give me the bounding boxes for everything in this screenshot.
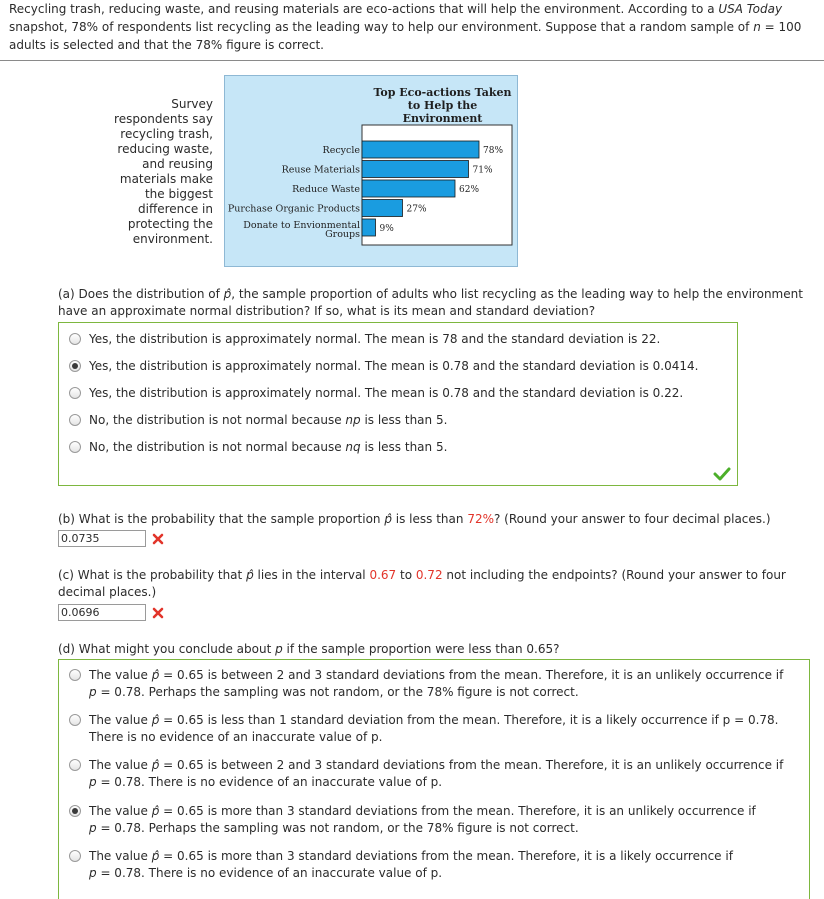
part-b-q-post: ? (Round your answer to four decimal places.) bbox=[493, 512, 771, 526]
part-a-q-post: , the sample proportion of adults who list recycling as the leading way to help the environment have an approximate normal distribution? If so, what is its mean and standard deviation? bbox=[58, 287, 803, 318]
part-c-answer-input[interactable]: 0.0696 bbox=[58, 604, 146, 621]
option-label bbox=[89, 667, 803, 701]
part-a-question bbox=[58, 286, 822, 320]
option-text-pre: No, the distribution is not normal because bbox=[89, 413, 346, 427]
category-label: Purchase Organic Products bbox=[227, 203, 360, 215]
part-a-phat: p̂ bbox=[223, 287, 232, 301]
bar-value-label: 62% bbox=[459, 185, 480, 195]
option-label bbox=[89, 757, 803, 791]
part-d-options-panel bbox=[58, 659, 810, 899]
option-label bbox=[89, 412, 731, 429]
bar-value-label: 27% bbox=[406, 204, 427, 215]
bar-recycle bbox=[362, 141, 479, 158]
option-text-post: is less than 5. bbox=[360, 413, 448, 427]
opt-l1-pre: The value bbox=[89, 713, 152, 727]
opt-phat: p̂ bbox=[151, 849, 160, 863]
incorrect-x-icon bbox=[152, 533, 164, 545]
correct-check-icon bbox=[713, 467, 731, 481]
opt-l2-post: = 0.78. Perhaps the sampling was not random, or the 78% figure is not correct. bbox=[96, 821, 579, 835]
opt-l1-post: = 0.65 is less than 1 standard deviation from the mean. Therefore, it is a likely occurrence if p = 0.78. bbox=[159, 713, 779, 727]
option-label: Yes, the distribution is approximately normal. The mean is 0.78 and the standard deviation is 0.22. bbox=[89, 386, 684, 400]
part-c-q-post: not including the endpoints? (Round your answer to four decimal places.) bbox=[58, 568, 786, 599]
radio-button-selected[interactable] bbox=[69, 360, 81, 372]
bar-value-label: 78% bbox=[483, 146, 504, 156]
opt-l1-post: = 0.65 is more than 3 standard deviations from the mean. Therefore, it is an unlikely occurrence if bbox=[159, 804, 756, 818]
part-d-q-post: if the sample proportion were less than 0.65? bbox=[282, 642, 560, 656]
chart-title: Top Eco-actions Taken to Help the Environment bbox=[373, 86, 512, 125]
bar-donate-to-envionmental-groups bbox=[362, 219, 376, 236]
radio-button[interactable] bbox=[69, 669, 81, 681]
option-label bbox=[89, 803, 803, 837]
bar-value-label: 71% bbox=[472, 165, 493, 176]
bar-reduce-waste bbox=[362, 180, 455, 197]
radio-button[interactable] bbox=[69, 414, 81, 426]
incorrect-x-icon bbox=[152, 607, 164, 619]
radio-button[interactable] bbox=[69, 714, 81, 726]
opt-l1-pre: The value bbox=[89, 758, 152, 772]
opt-l1-pre: The value bbox=[89, 668, 152, 682]
option-label: Yes, the distribution is approximately normal. The mean is 78 and the standard deviation is 22. bbox=[89, 332, 661, 346]
radio-button-selected[interactable] bbox=[69, 805, 81, 817]
part-c-q-pre: (c) What is the probability that bbox=[58, 568, 247, 582]
radio-button[interactable] bbox=[69, 850, 81, 862]
option-var: np bbox=[345, 413, 361, 427]
part-c-question bbox=[58, 567, 822, 601]
part-d-q-pre: (d) What might you conclude about bbox=[58, 642, 276, 656]
bar-value-label: 9% bbox=[379, 224, 394, 234]
category-label: Reduce Waste bbox=[292, 184, 360, 195]
part-b-phat: p̂ bbox=[384, 512, 392, 526]
part-c-high-value: 0.72 bbox=[415, 568, 443, 582]
opt-phat: p̂ bbox=[151, 804, 160, 818]
opt-l2-post: = 0.78. Perhaps the sampling was not random, or the 78% figure is not correct. bbox=[96, 685, 579, 699]
category-label: Groups bbox=[325, 229, 360, 240]
option-var: nq bbox=[345, 440, 361, 454]
intro-source: USA Today bbox=[718, 2, 783, 16]
survey-caption: Survey respondents say recycling trash, reducing waste, and reusing materials make the biggest difference in protecting the environment. bbox=[114, 97, 213, 246]
separator-line bbox=[0, 60, 824, 61]
bar-reuse-materials bbox=[362, 161, 469, 178]
radio-button[interactable] bbox=[69, 387, 81, 399]
bar-purchase-organic-products bbox=[362, 200, 403, 217]
radio-button[interactable] bbox=[69, 441, 81, 453]
category-label: Reuse Materials bbox=[281, 164, 360, 176]
opt-l1-post: = 0.65 is between 2 and 3 standard deviations from the mean. Therefore, it is an unlikely occurrence if bbox=[159, 668, 784, 682]
radio-button[interactable] bbox=[69, 759, 81, 771]
opt-phat: p̂ bbox=[151, 713, 160, 727]
opt-l2-post: = 0.78. There is no evidence of an inaccurate value of p. bbox=[96, 866, 443, 880]
radio-button[interactable] bbox=[69, 333, 81, 345]
opt-l1-pre: The value bbox=[89, 849, 152, 863]
part-b-question bbox=[58, 511, 822, 528]
opt-l2-post: There is no evidence of an inaccurate value of p. bbox=[89, 730, 383, 744]
part-d-p: p bbox=[275, 642, 283, 656]
option-label bbox=[89, 439, 731, 456]
part-b-q-pre: (b) What is the probability that the sample proportion bbox=[58, 512, 385, 526]
opt-phat: p̂ bbox=[151, 668, 160, 682]
part-c-q-mid2: to bbox=[396, 568, 416, 582]
option-label bbox=[89, 848, 803, 882]
opt-l1-post: = 0.65 is more than 3 standard deviations from the mean. Therefore, it is a likely occurrence if bbox=[159, 849, 733, 863]
part-c-low-value: 0.67 bbox=[369, 568, 397, 582]
part-c-q-mid1: lies in the interval bbox=[253, 568, 370, 582]
part-a-options-panel bbox=[58, 322, 738, 486]
part-a-q-pre: (a) Does the distribution of bbox=[58, 287, 224, 301]
opt-l2-p: p bbox=[89, 821, 97, 835]
category-label: Recycle bbox=[322, 145, 360, 156]
option-label bbox=[89, 712, 803, 746]
opt-l2-p: p bbox=[89, 866, 97, 880]
intro-text-1: Recycling trash, reducing waste, and reusing materials are eco-actions that will help the environment. According to a bbox=[9, 2, 719, 16]
part-c-phat: p̂ bbox=[246, 568, 254, 582]
opt-l2-post: = 0.78. There is no evidence of an inaccurate value of p. bbox=[96, 775, 443, 789]
intro-text-3: = 100 adults is selected and that the 78% figure is correct. bbox=[9, 20, 802, 52]
part-d-question bbox=[58, 641, 822, 658]
opt-l1-pre: The value bbox=[89, 804, 152, 818]
option-text-pre: No, the distribution is not normal because bbox=[89, 440, 346, 454]
part-b-value: 72% bbox=[467, 512, 494, 526]
opt-l2-p: p bbox=[89, 685, 97, 699]
part-b-q-mid: is less than bbox=[391, 512, 468, 526]
intro-n-variable: n bbox=[753, 20, 761, 34]
intro-text-2: snapshot, 78% of respondents list recycling as the leading way to help our environment. Suppose that a random sample of bbox=[9, 20, 754, 34]
option-text-post: is less than 5. bbox=[360, 440, 448, 454]
option-label: Yes, the distribution is approximately normal. The mean is 0.78 and the standard deviation is 0.0414. bbox=[89, 359, 699, 373]
part-b-answer-input[interactable]: 0.0735 bbox=[58, 530, 146, 547]
category-label: Donate to Envionmental bbox=[243, 220, 360, 231]
problem-intro bbox=[9, 0, 823, 54]
eco-actions-bar-chart bbox=[224, 75, 518, 267]
opt-l2-p: p bbox=[89, 775, 97, 789]
opt-phat: p̂ bbox=[151, 758, 160, 772]
opt-l1-post: = 0.65 is between 2 and 3 standard deviations from the mean. Therefore, it is an unlikely occurrence if bbox=[159, 758, 784, 772]
